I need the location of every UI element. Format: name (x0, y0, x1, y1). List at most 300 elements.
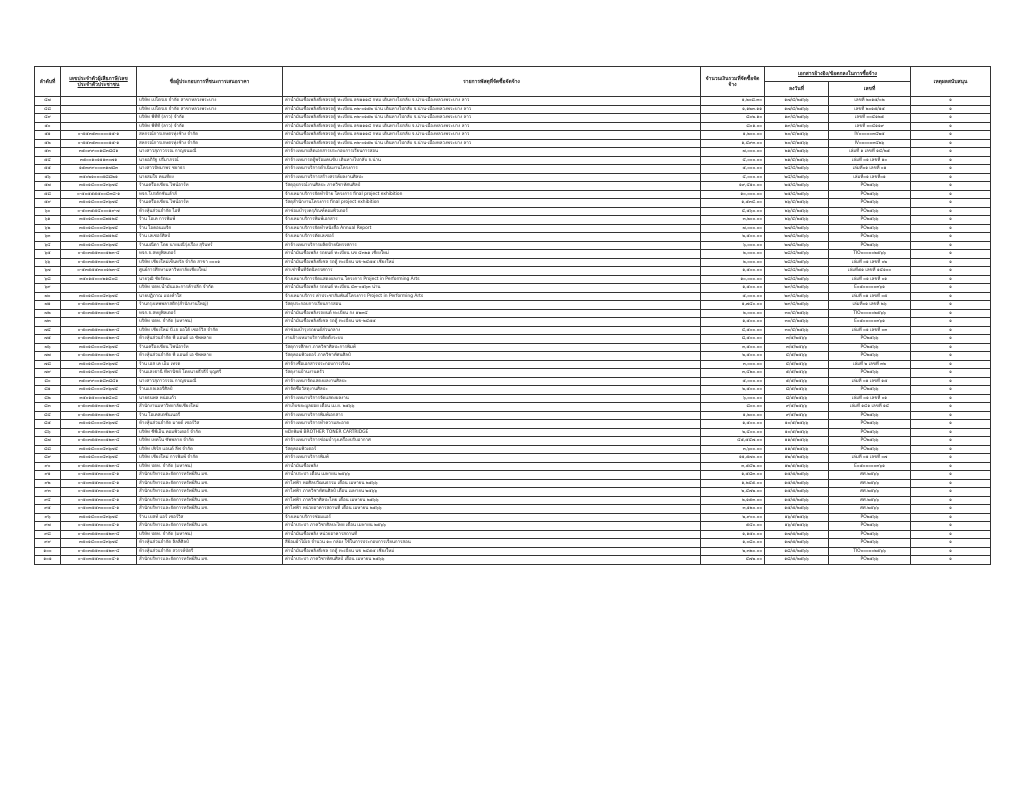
cell-date: ๑๕/๕/๒๕๖๖ (765, 505, 829, 514)
cell-rs: ๑ (911, 241, 991, 250)
cell-name: สำนักบริหารและจัดการทรัพย์สิน มช. (137, 505, 283, 514)
cell-rs: ๑ (911, 360, 991, 369)
cell-amt: ๒,๔๐๐.๐๐ (701, 428, 765, 437)
cell-tax: ๐-๕๕๓๕๓๐๐๐๐๑๕-๑ (61, 131, 137, 140)
cell-desc: ค่าไฟฟ้า หอศิลปวัฒนธรรม เดือน เมษายน ๒๕๖๖ (283, 479, 701, 488)
cell-tax: ๑๕๓๙๙๐๐๐๓๑๗๘๓ (61, 165, 137, 174)
cell-desc: วัสดุคอมพิวเตอร์ ภาควิชาทัศนศิลป์ (283, 352, 701, 361)
cell-amt: ๑,๕๓๔.๐๐ (701, 199, 765, 208)
header-contract: เอกสารอ้างอิง/ข้อตกลงในการซื้อจ้าง (765, 67, 911, 82)
cell-doc: PO๒๕๖๖ (829, 241, 911, 250)
cell-tax: ๐-๕๐๓๕๕๓๐๐๑๒๓-๔ (61, 411, 137, 420)
cell-no: ๕๒ (35, 139, 61, 148)
cell-no: ๙๒ (35, 479, 61, 488)
cell-amt: ๑,๕๐๐.๐๐ (701, 318, 765, 327)
cell-tax: ๐-๕๐๓๕๕๓๐๐๑๒๓-๔ (61, 335, 137, 344)
table-row (35, 394, 991, 403)
cell-name: สำนักบริหารและจัดการทรัพย์สิน มช. (137, 471, 283, 480)
header-docno: เลขที่ (829, 82, 911, 97)
header-amount: จำนวนเงินรวมที่จัดซื้อจัดจ้าง (701, 67, 765, 97)
cell-no: ๙๔ (35, 496, 61, 505)
cell-no: ๔๙ (35, 114, 61, 123)
cell-desc: หมึกพิมพ์ BROTHER TONER CARTRIDGE (283, 428, 701, 437)
cell-amt: ๒,๕๐๐.๐๐ (701, 352, 765, 361)
cell-doc: ศศ.๒๕๖๖ (829, 471, 911, 480)
cell-doc: PO๒๕๖๖ (829, 207, 911, 216)
cell-date: ๙/๕/๒๕๖๖ (765, 411, 829, 420)
cell-doc: เล่มที่ ๒ เลขที่ ๓๒ (829, 360, 911, 369)
cell-no: ๗๑ (35, 301, 61, 310)
cell-name: ร้าน ไอคอนเมจิก (137, 224, 283, 233)
cell-rs: ๑ (911, 275, 991, 284)
cell-no: ๗๗ (35, 352, 61, 361)
cell-amt: ๗,๐๐๐.๐๐ (701, 148, 765, 157)
cell-desc: ค่าจ้างเหมาบริการผลิตป้ายนิทรรศการ (283, 241, 701, 250)
cell-no: ๑๐๐ (35, 547, 61, 556)
header-description: รายการพัสดุที่จัดซื้อจัดจ้าง (283, 67, 701, 97)
cell-doc: เล่มที่ ๐๑ เลขที่ ๑๐ (829, 156, 911, 165)
table-row (35, 556, 991, 565)
cell-rs: ๑ (911, 386, 991, 395)
cell-amt: ๕,๐๐๐.๐๐ (701, 165, 765, 174)
cell-date: ๑๕/๕/๒๕๖๖ (765, 471, 829, 480)
cell-no: ๕๗ (35, 182, 61, 191)
cell-doc: PO๒๕๖๖ (829, 199, 911, 208)
table-row (35, 301, 991, 310)
cell-no: ๗๐ (35, 292, 61, 301)
cell-no: ๗๖ (35, 343, 61, 352)
header-vendor: ชื่อผู้ประกอบการที่ชนะการเสนอราคา (137, 67, 283, 97)
cell-tax: ๓๕๐๑๔๐๐๐๔๓๖๗๔ (61, 199, 137, 208)
cell-amt: ๑,๕๐๐.๐๐ (701, 267, 765, 276)
table-row (35, 488, 991, 497)
cell-name: บริษัท ปตท.น้ำมันและการค้าปลีก จำกัด (137, 284, 283, 293)
table-row (35, 335, 991, 344)
cell-desc: ค่าน้ำประปา เดือน เมษายน ๒๕๖๖ (283, 471, 701, 480)
cell-rs: ๑ (911, 284, 991, 293)
cell-tax: ๓๕๐๑๔๐๐๐๔๓๖๗๔ (61, 369, 137, 378)
cell-no: ๕๑ (35, 131, 61, 140)
cell-date: ๒๖/๔/๒๕๖๖ (765, 207, 829, 216)
cell-tax: ๓๕๐๑๔๐๐๐๔๓๖๗๔ (61, 292, 137, 301)
cell-date: ๑๖/๕/๒๕๖๖ (765, 513, 829, 522)
cell-name: ห้างหุ้นส่วนจำกัด พี แอนด์ เอ ซัพพลาย (137, 335, 283, 344)
cell-date: ๑๕/๕/๒๕๖๖ (765, 496, 829, 505)
cell-rs: ๑ (911, 420, 991, 429)
table-row (35, 267, 991, 276)
cell-amt: ๑,๔๙๓.๐๐ (701, 139, 765, 148)
cell-name: บริษัท เทคโน ซัพพลาย จำกัด (137, 437, 283, 446)
cell-desc: ค่าจ้างเหมาจัดแสดงผลงานศิลปะ (283, 377, 701, 386)
cell-desc: ค่าน้ำประปา ภาควิชาศิลปะไทย เดือน เมษายน ๒๕๖๖ (283, 522, 701, 531)
cell-amt: ๕,๐๐๐.๐๐ (701, 292, 765, 301)
cell-desc: ค่าน้ำมันเชื้อเพลิงดีเซลรถตู้ ทะเบียน ฮข๑๑๑๔ กทม เดินทางไปกลับ จ.น่าน-เมืองหลวงพระบาง ลาว (283, 122, 701, 131)
cell-no: ๙๘ (35, 530, 61, 539)
table-row (35, 199, 991, 208)
cell-desc: ค่าจ้างเหมาบริการซ่อมบำรุงเครื่องปรับอากาศ (283, 437, 701, 446)
cell-doc: PO๒๕๖๖ (829, 352, 911, 361)
cell-no: ๖๕ (35, 250, 61, 259)
cell-amt: ๘๐๑.๐๐ (701, 122, 765, 131)
cell-doc: ศศ.๒๕๖๖ (829, 488, 911, 497)
table-row (35, 250, 991, 259)
cell-name: สำนักบริหารและจัดการทรัพย์สิน มช. (137, 522, 283, 531)
cell-doc: IV๐๐๐๐๐๓๔๒๕ (829, 131, 911, 140)
cell-date: ๑๑/๕/๒๕๖๖ (765, 437, 829, 446)
cell-date: ๑๕/๕/๒๕๖๖ (765, 479, 829, 488)
cell-name: บริษัท พีทีที (ลาว) จำกัด (137, 114, 283, 123)
cell-doc: PO๒๕๖๖ (829, 216, 911, 225)
table-row (35, 233, 991, 242)
cell-tax (61, 97, 137, 106)
cell-desc: สีย้อมผ้าไม้เจ จำนวน ๑๐ กล่อง ใช้ในการประกอบการเรียนการสอน (283, 539, 701, 548)
cell-date: ๑๗/๕/๒๕๖๖ (765, 530, 829, 539)
cell-rs: ๑ (911, 394, 991, 403)
cell-name: ร้านกรุงเทพพลาสติก(สำนักงานใหญ่) (137, 301, 283, 310)
cell-doc: เล่มที่๐๑ เลขที่ ๐๑ (829, 165, 911, 174)
cell-name: สำนักบริหารและจัดการทรัพย์สิน มช. (137, 496, 283, 505)
cell-date: ๓๐/๔/๒๕๖๖ (765, 318, 829, 327)
cell-name: สำนักงานมหาวิทยาลัยเชียงใหม่ (137, 403, 283, 412)
cell-tax (61, 284, 137, 293)
cell-rs: ๑ (911, 190, 991, 199)
cell-doc: เล่มที่ ๐๑ เลขที่ ๐๗ (829, 454, 911, 463)
cell-tax: ๓๕๐๑๔๐๐๐๔๓๖๗๔ (61, 224, 137, 233)
cell-no: ๘๗ (35, 437, 61, 446)
cell-no: ๗๔ (35, 326, 61, 335)
cell-amt: ๓,๑๒๐.๐๐ (701, 505, 765, 514)
cell-amt: ๑,๕๐๐.๐๐ (701, 420, 765, 429)
cell-no: ๗๘ (35, 360, 61, 369)
cell-no: ๔๗ (35, 97, 61, 106)
cell-amt: ๑,๑๕๐.๐๐ (701, 530, 765, 539)
cell-date: ๒๕/๔/๒๕๖๖ (765, 182, 829, 191)
cell-tax: ๐-๕๐๓๕๕๓๐๐๐๐๔-๑ (61, 471, 137, 480)
cell-no: ๘๔ (35, 411, 61, 420)
table-row (35, 148, 991, 157)
cell-amt: ๑,๒๐๘.๓๐ (701, 97, 765, 106)
cell-name: ห้างหุ้นส่วนจำกัด ไอที (137, 207, 283, 216)
cell-date: ๒๘/๔/๒๕๖๖ (765, 267, 829, 276)
cell-name: นายธนพล หน่อแก้ว (137, 394, 283, 403)
cell-doc: TIO๐๐๐๐๐๒๕๖๖ (829, 309, 911, 318)
cell-doc: E๐๕๐๐๐๐๐๓๖๑ (829, 318, 911, 327)
cell-date: ๒๘/๔/๒๕๖๖ (765, 250, 829, 259)
cell-name: ศูนย์การศึกษามหาวิทยาลัยเชียงใหม่ (137, 267, 283, 276)
cell-amt: ๓,๔๒๐.๐๐ (701, 369, 765, 378)
cell-amt: ๒,๔๗๒.๐๐ (701, 488, 765, 497)
cell-tax: ๐-๕๐๓๕๕๓๐๐๐๐๔-๑ (61, 479, 137, 488)
cell-date: ๑๗/๔/๒๕๖๖ (765, 105, 829, 114)
cell-name: นายอภิรัฐ ปรีมาภรณ์ (137, 156, 283, 165)
cell-no: ๕๓ (35, 148, 61, 157)
procurement-table (34, 66, 991, 565)
cell-amt: ๓,๕๐๐.๐๐ (701, 343, 765, 352)
table-row (35, 352, 991, 361)
cell-date: ๑๖/๕/๒๕๖๖ (765, 522, 829, 531)
cell-tax: ๐-๕๐๓๕๕๓๐๐๐๐๔-๑ (61, 522, 137, 531)
cell-name: สหกรณ์การเกษตรทุ่งช้าง จำกัด (137, 139, 283, 148)
cell-doc: ศศ.๒๕๖๖ (829, 505, 911, 514)
cell-name: ร้าน เลเซอร์ศิลป์ (137, 233, 283, 242)
cell-desc: ค่าจ้างเหมาบริการดำเนินงานโครงการ (283, 165, 701, 174)
cell-name: สำนักบริหารและจัดการทรัพย์สิน มช. (137, 556, 283, 565)
cell-amt: ๓,๐๐๐.๐๐ (701, 360, 765, 369)
cell-rs: ๑ (911, 513, 991, 522)
cell-date: ๑๙/๔/๒๕๖๖ (765, 122, 829, 131)
table-row (35, 445, 991, 454)
cell-rs: ๑ (911, 207, 991, 216)
cell-doc: เล่มที่ ๐๑ เลขที่ ๑๕ (829, 377, 911, 386)
table-row (35, 496, 991, 505)
cell-date: ๕/๕/๒๕๖๖ (765, 377, 829, 386)
table-row (35, 207, 991, 216)
cell-doc: PO๒๕๖๖ (829, 437, 911, 446)
cell-date: ๑๒/๕/๒๕๖๖ (765, 454, 829, 463)
cell-name: ห้างหุ้นส่วนจำกัด สวรรค์บัตรี (137, 547, 283, 556)
table-row (35, 318, 991, 327)
cell-rs: ๑ (911, 267, 991, 276)
cell-rs: ๑ (911, 479, 991, 488)
table-row (35, 309, 991, 318)
cell-name: บริษัท เฟิร์ส แอนด์ ลีฟ จำกัด (137, 445, 283, 454)
cell-date: ๒๙/๔/๒๕๖๖ (765, 284, 829, 293)
cell-name: บริษัท เปโตรเจ จำกัด สาขาหลวงพระบาง (137, 97, 283, 106)
cell-doc: ศศ.๒๕๖๖ (829, 479, 911, 488)
cell-doc: PO๒๕๖๖ (829, 335, 911, 344)
cell-tax: ๐-๕๐๓๕๕๓๐๐๐๐๔-๑ (61, 556, 137, 565)
cell-date: ๒๔/๔/๒๕๖๖ (765, 165, 829, 174)
cell-name: ห้างหุ้นส่วนจำกัด ลิลลี่ศิลป์ (137, 539, 283, 548)
table-row (35, 505, 991, 514)
cell-doc: PO๒๕๖๖ (829, 343, 911, 352)
cell-date: ๒๐/๔/๒๕๖๖ (765, 131, 829, 140)
cell-date: ๑๐/๕/๒๕๖๖ (765, 428, 829, 437)
cell-rs: ๑ (911, 505, 991, 514)
cell-amt: ๔,๐๐๐.๐๐ (701, 156, 765, 165)
cell-no: ๖๐ (35, 207, 61, 216)
cell-name: นางสาวสุภาวรรณ กาญจนมณี (137, 148, 283, 157)
cell-desc: ค่าจ้างเหมาผลิตเอกสารประกอบการเรียนการสอน (283, 148, 701, 157)
cell-no: ๖๗ (35, 267, 61, 276)
cell-desc: ค่าไฟฟ้า ภาควิชาศิลปะไทย เดือน เมษายน ๒๕๖๖ (283, 496, 701, 505)
cell-desc: ค่าน้ำมันเชื้อเพลิงรถยนต์ ทะเบียน กง ๑๒๓๔ (283, 309, 701, 318)
cell-desc: ค่าจ้างซื้อเอกสารประกอบการเรียน (283, 360, 701, 369)
cell-no: ๙๗ (35, 522, 61, 531)
cell-desc: วัสดุคอมพิวเตอร์ (283, 445, 701, 454)
table-row (35, 479, 991, 488)
cell-desc: ค่าจ้างเหมาบริการสร้างสรรค์ผลงานศิลปะ (283, 173, 701, 182)
cell-amt: ๑๐,๐๐๐.๐๐ (701, 275, 765, 284)
cell-date: ๒๗/๔/๒๕๖๖ (765, 233, 829, 242)
cell-no: ๘๐ (35, 377, 61, 386)
cell-rs: ๑ (911, 428, 991, 437)
cell-doc: เล่มที่ ๑๔๑ เลขที่ ๑๔ (829, 403, 911, 412)
cell-date: ๑๐/๕/๒๕๖๖ (765, 420, 829, 429)
cell-rs: ๑ (911, 445, 991, 454)
cell-doc: เลขที่ ๒๐๑๕/๐๒ (829, 97, 911, 106)
cell-rs: ๑ (911, 488, 991, 497)
cell-doc: PO๒๕๖๖ (829, 445, 911, 454)
cell-desc: วัสดุการศึกษา ภาควิชาศิลปะการพิมพ์ (283, 343, 701, 352)
cell-no: ๙๐ (35, 462, 61, 471)
cell-date: ๑๗/๕/๒๕๖๖ (765, 539, 829, 548)
cell-rs: ๑ (911, 250, 991, 259)
cell-doc: เลขที่ ๐๐๔๑๒๕ (829, 114, 911, 123)
table-row (35, 182, 991, 191)
cell-no: ๕๕ (35, 165, 61, 174)
cell-tax: ๓๕๐๒๑๐๐๐๕๘๘๒๑ (61, 173, 137, 182)
table-row (35, 411, 991, 420)
cell-date: ๒๖/๔/๒๕๖๖ (765, 216, 829, 225)
cell-date: ๑๗/๔/๒๕๖๖ (765, 97, 829, 106)
cell-amt: ๑๐,๐๐๐.๐๐ (701, 190, 765, 199)
cell-rs: ๑ (911, 165, 991, 174)
cell-desc: จ้างเหมาบริการตัดเลเซอร์ (283, 233, 701, 242)
cell-date: ๒๗/๔/๒๕๖๖ (765, 241, 829, 250)
table-row (35, 139, 991, 148)
cell-doc: IV๐๐๐๐๐๓๔๒๖ (829, 139, 911, 148)
cell-name: บริษัท เชียงใหม่ การพิมพ์ จำกัด (137, 454, 283, 463)
cell-tax: ๐-๕๐๓๕๕๓๐๐๑๒๓-๔ (61, 326, 137, 335)
cell-desc: ค่าน้ำมันเชื้อเพลิงดีเซลรถตู้ ทะเบียน ๓๒-๐๑๕๒ น่าน เดินทางไปกลับ จ.น่าน-เมืองหลวงพระบาง ลาว (283, 114, 701, 123)
table-row (35, 462, 991, 471)
cell-doc: TIO๐๐๐๐๐๒๕๖๖ (829, 547, 911, 556)
cell-amt: ๑,๗๔๐.๐๐ (701, 301, 765, 310)
cell-desc: ค่าจ้างเหมาบริการจัดแสดงผลงาน (283, 394, 701, 403)
header-no: ลำดับที่ (35, 67, 61, 97)
cell-name: ร้าน โอเคสเตชั่นเนอรี่ (137, 411, 283, 420)
cell-rs: ๑ (911, 496, 991, 505)
cell-amt: ๕,๐๐๐.๐๐ (701, 377, 765, 386)
cell-tax: ๐-๕๐๓๕๕๓๐๐๑๒๓-๔ (61, 352, 137, 361)
cell-date: ๒๖/๔/๒๕๖๖ (765, 199, 829, 208)
cell-name: หจก.โปรดักชั่นเฮ้าส์ (137, 190, 283, 199)
cell-date: ๓๐/๔/๒๕๖๖ (765, 326, 829, 335)
cell-date: ๘/๕/๒๕๖๖ (765, 386, 829, 395)
cell-desc: ค่าน้ำมันเชื้อเพลิง หน่วยอาคารสถานที่ (283, 530, 701, 539)
cell-doc: TIO๐๐๐๐๐๒๕๖๖ (829, 250, 911, 259)
cell-amt: ๑,๕๐๐.๐๐ (701, 284, 765, 293)
table-row (35, 326, 991, 335)
cell-rs: ๑ (911, 556, 991, 565)
cell-date: ๔/๕/๒๕๖๖ (765, 352, 829, 361)
cell-rs: ๑ (911, 318, 991, 327)
cell-rs: ๑ (911, 352, 991, 361)
cell-tax: ๐-๕๐๓๕๕๓๐๐๐๐๔-๑ (61, 488, 137, 497)
cell-no: ๗๙ (35, 369, 61, 378)
table-row (35, 530, 991, 539)
table-row (35, 258, 991, 267)
cell-amt: ๔๗๒.๐๐ (701, 556, 765, 565)
cell-tax: ๓๕๐๑๕๐๐๐๒๑๘๐๘ (61, 275, 137, 284)
cell-rs: ๑ (911, 301, 991, 310)
cell-no: ๖๖ (35, 258, 61, 267)
cell-rs: ๑ (911, 437, 991, 446)
cell-rs: ๑ (911, 403, 991, 412)
table-row (35, 105, 991, 114)
cell-name: หจก.จ.สหยูฟิลเตอร์ (137, 309, 283, 318)
cell-no: ๗๒ (35, 309, 61, 318)
cell-rs: ๑ (911, 173, 991, 182)
cell-tax: ๐-๕๐๓๕๕๓๐๐๑๒๓-๔ (61, 250, 137, 259)
table-row (35, 216, 991, 225)
cell-tax: ๓๕๐๑๔๐๐๐๔๓๖๗๔ (61, 386, 137, 395)
cell-rs: ๑ (911, 216, 991, 225)
cell-doc: PO๒๕๖๖ (829, 233, 911, 242)
cell-desc: ค่าจ้างเหมารถตู้พร้อมคนขับ เดินทางไปกลับ จ.น่าน (283, 156, 701, 165)
cell-desc: วัสดุอุปกรณ์งานศิลปะ ภาควิชาทัศนศิลป์ (283, 182, 701, 191)
cell-rs: ๑ (911, 343, 991, 352)
cell-no: ๕๙ (35, 199, 61, 208)
cell-doc: เล่มที่ ๐๑ เลขที่ ๐๑ (829, 275, 911, 284)
cell-amt: ๖,๐๐๐.๐๐ (701, 241, 765, 250)
cell-tax (61, 114, 137, 123)
cell-date: ๓๐/๔/๒๕๖๖ (765, 309, 829, 318)
cell-tax: ๐-๕๐๓๕๕๓๐๐๑๒๓-๔ (61, 437, 137, 446)
cell-name: ร้าน เบสท์ แอร์ เซอร์วิส (137, 513, 283, 522)
cell-amt: ๓,๒๐๐.๐๐ (701, 216, 765, 225)
cell-date: ๑๘/๕/๒๕๖๖ (765, 556, 829, 565)
cell-rs: ๑ (911, 139, 991, 148)
cell-name: นางสาวสุภาวรรณ กาญจนมณี (137, 377, 283, 386)
cell-desc: ค่าน้ำมันเชื้อเพลิง รถยนต์ ทะเบียน นข ๔๓๒๑ เชียงใหม่ (283, 250, 701, 259)
cell-desc: ค่าน้ำมันเชื้อเพลิง รถยนต์ ทะเบียน ๔๓-๐๕๖๓ น่าน (283, 284, 701, 293)
cell-name: สำนักบริหารและจัดการทรัพย์สิน มช. (137, 488, 283, 497)
cell-doc: เล่มที่ ๐๑ เลขที่ ๐๒ (829, 258, 911, 267)
header-reason: เหตุผลสนับสนุน (911, 67, 991, 97)
cell-desc: ค่าจัดซื้อวัสดุงานศิลปะ (283, 386, 701, 395)
cell-desc: ค่าน้ำมันเชื้อเพลิงดีเซลรถตู้ ทะเบียน ๓๒-๐๑๕๒ น่าน เดินทางไปกลับ จ.น่าน-เมืองหลวงพระบาง ลาว (283, 105, 701, 114)
cell-rs: ๑ (911, 182, 991, 191)
cell-tax: ๓๕๐๑๔๐๐๐๔๓๖๗๔ (61, 454, 137, 463)
table-row (35, 403, 991, 412)
cell-desc: ค่าน้ำมันเชื้อเพลิงดีเซลรถตู้ ทะเบียน ฮข๑๑๑๔ กทม เดินทางไปกลับ จ.น่าน-เมืองหลวงพระบาง ลาว (283, 97, 701, 106)
cell-name: บริษัท เปโตรเจ จำกัด สาขาหลวงพระบาง (137, 105, 283, 114)
cell-no: ๙๓ (35, 488, 61, 497)
cell-tax: ๐-๕๕๓๕๓๐๐๐๐๑๕-๑ (61, 139, 137, 148)
cell-no: ๖๙ (35, 284, 61, 293)
table-row (35, 156, 991, 165)
cell-amt: ๒,๓๒๐.๐๐ (701, 547, 765, 556)
cell-date: ๒๗/๔/๒๕๖๖ (765, 224, 829, 233)
cell-tax: ๐-๕๐๓๕๕๓๐๐๐๐๔-๑ (61, 505, 137, 514)
cell-name: หจก.จ.สหยูฟิลเตอร์ (137, 250, 283, 259)
table-row (35, 522, 991, 531)
cell-desc: ค่าน้ำมันเชื้อเพลิงดีเซล รถตู้ ทะเบียน นข-๒๔๕๕ (283, 318, 701, 327)
cell-amt: ๒,๐๐๐.๐๐ (701, 309, 765, 318)
cell-desc: ค่าน้ำมันเชื้อเพลิง (283, 462, 701, 471)
cell-tax (61, 105, 137, 114)
cell-desc: ค่าน้ำมันเชื้อเพลิงดีเซล รถตู้ ทะเบียน นข ๒๔๕๕ เชียงใหม่ (283, 547, 701, 556)
cell-tax: ๓๕๐๑๔๐๐๐๔๓๖๗๔ (61, 241, 137, 250)
cell-desc: จ้างเหมาบริการ ค่าประชาสัมพันธ์โครงการ Project in Performing Arts (283, 292, 701, 301)
table-row (35, 471, 991, 480)
cell-amt: ๑,๒๐๐.๐๐ (701, 131, 765, 140)
cell-name: บริษัท ปตท. จำกัด (มหาชน) (137, 530, 283, 539)
cell-no: ๘๑ (35, 386, 61, 395)
cell-no: ๘๓ (35, 403, 61, 412)
cell-tax: ๐-๕๐๓๕๕๓๐๐๑๒๓-๔ (61, 462, 137, 471)
cell-doc: PO๒๕๖๖ (829, 522, 911, 531)
cell-rs: ๑ (911, 335, 991, 344)
cell-name: บริษัท ปตท. จำกัด (มหาชน) (137, 318, 283, 327)
cell-tax: ๐-๕๐๓๕๕๔๐๐๐๑๙-๗ (61, 207, 137, 216)
cell-desc: วัสดุงานบ้านงานครัว (283, 369, 701, 378)
cell-rs: ๑ (911, 233, 991, 242)
cell-rs: ๑ (911, 97, 991, 106)
cell-rs: ๑ (911, 131, 991, 140)
